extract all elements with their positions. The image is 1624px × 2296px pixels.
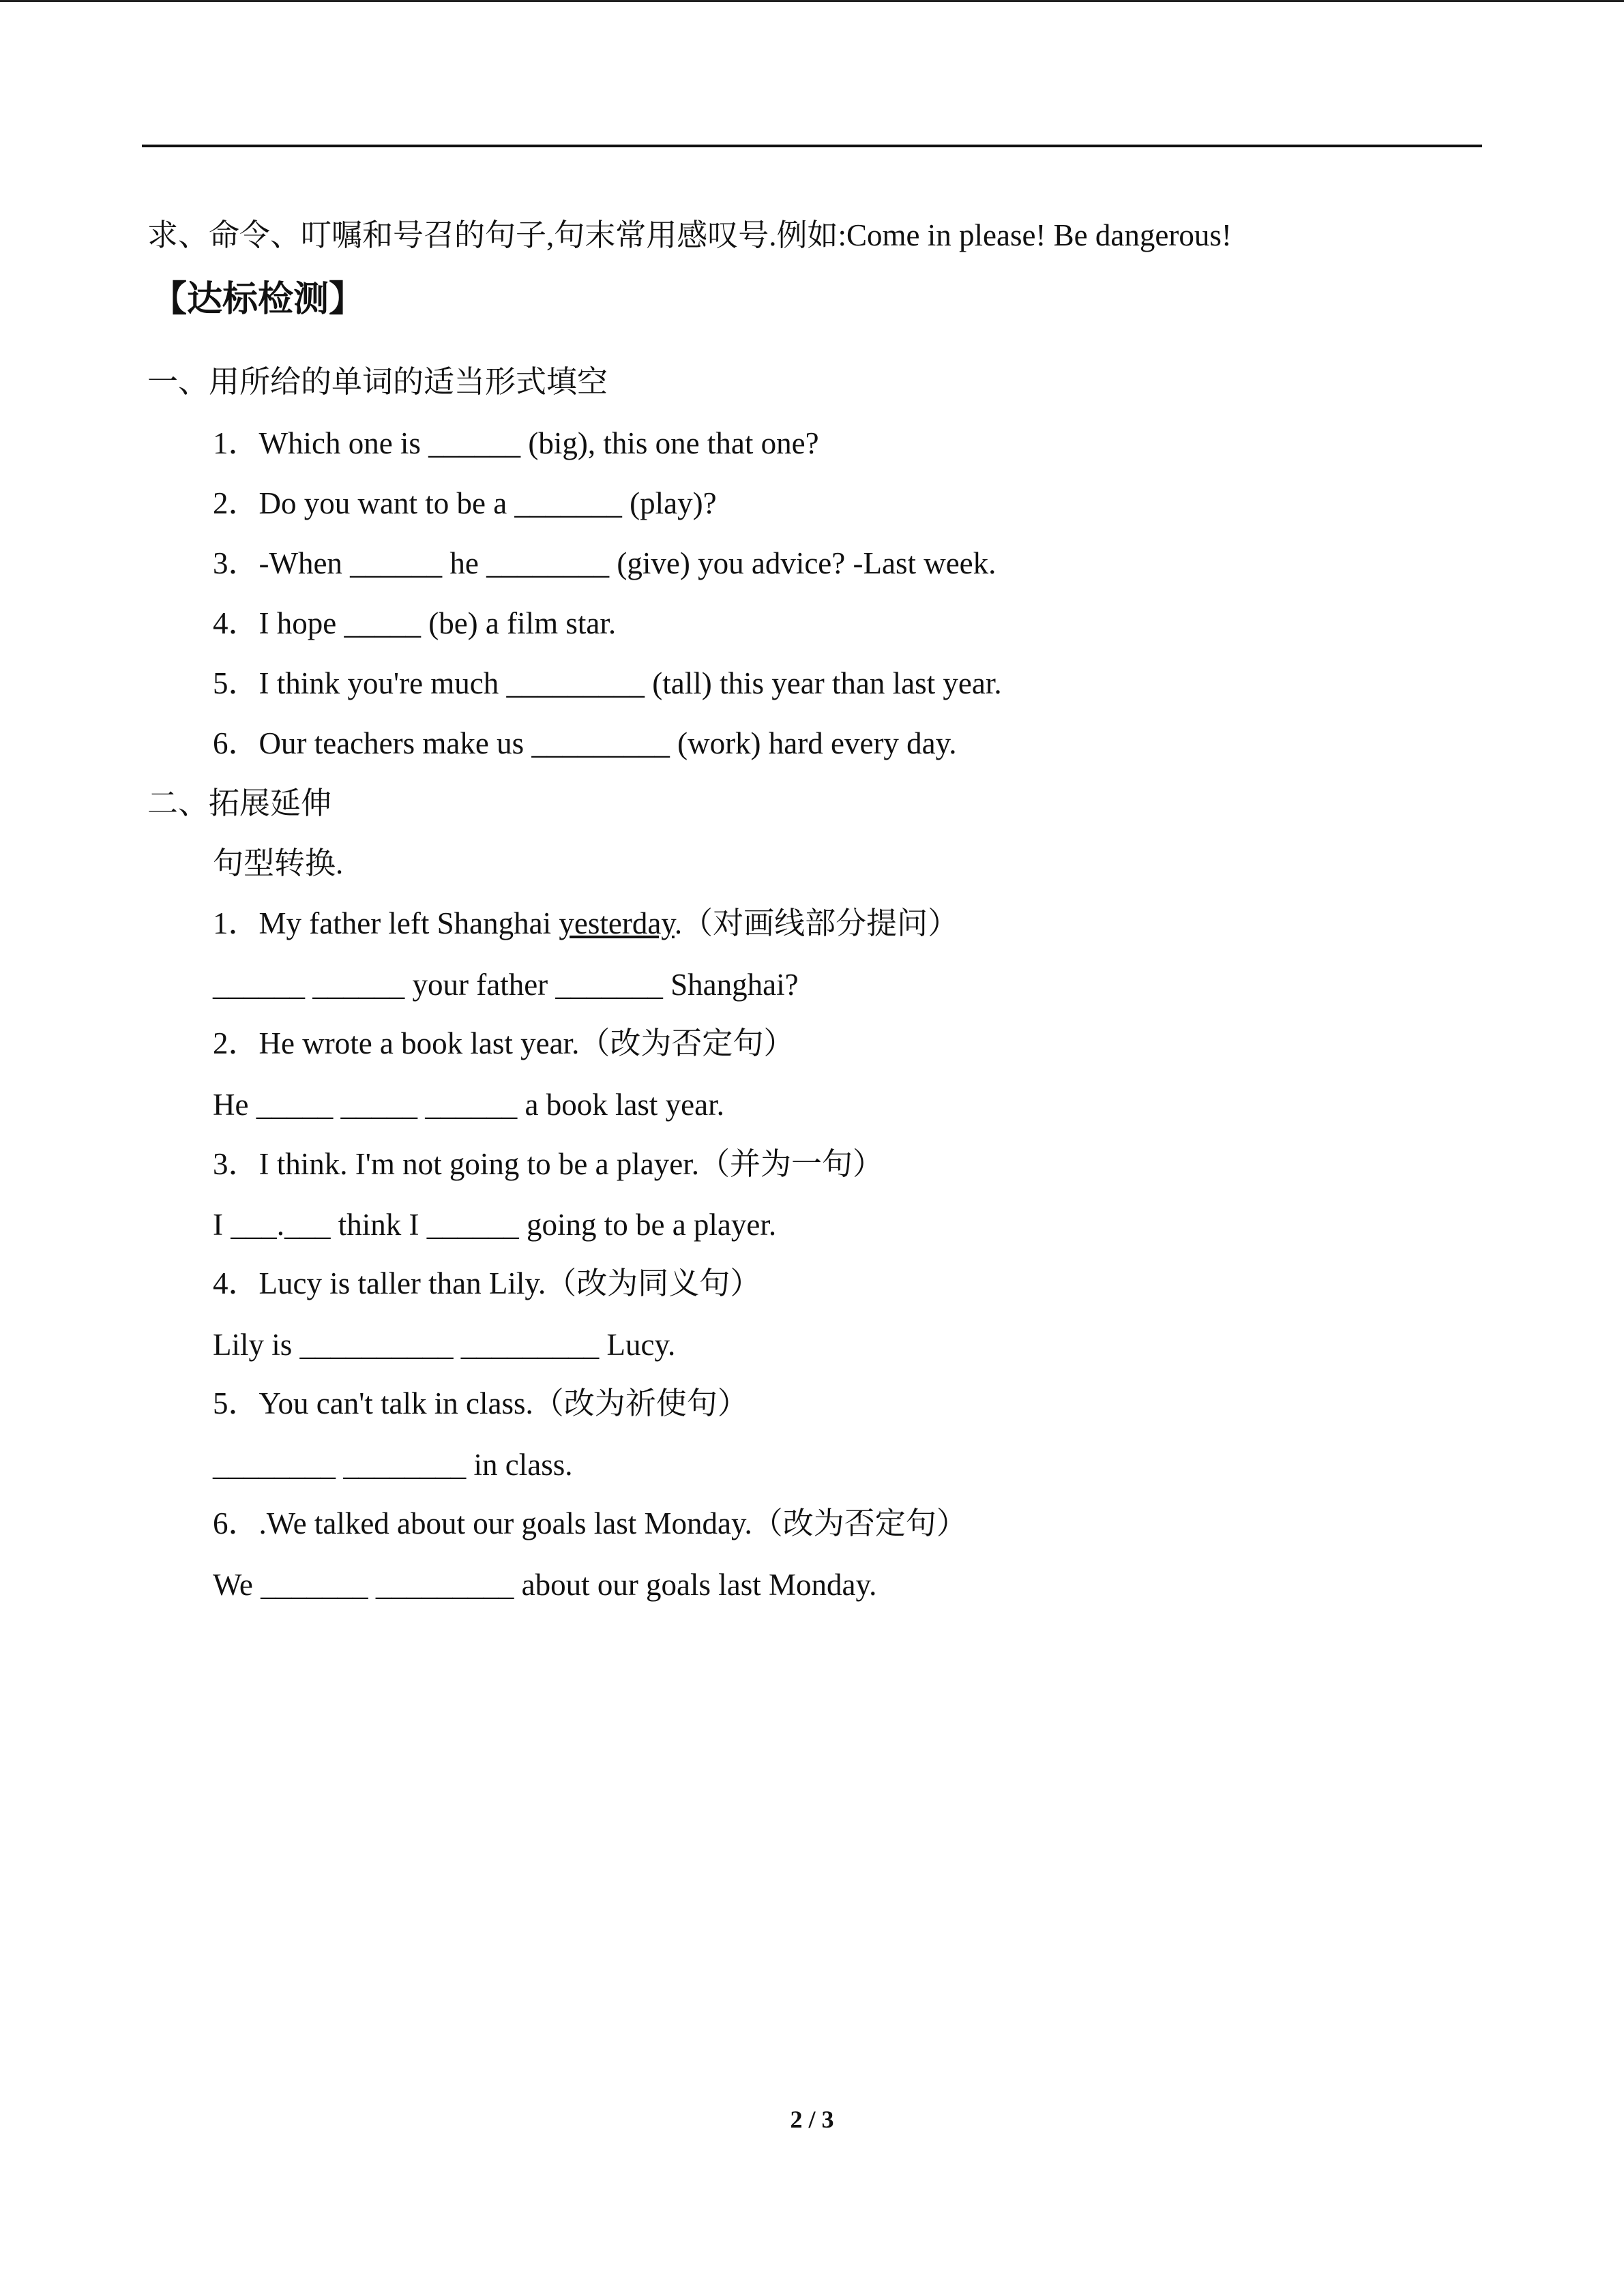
section-title: 【达标检测】 <box>151 280 365 319</box>
header-rule <box>142 145 1482 147</box>
part2-question-2: 2．He wrote a book last year.（改为否定句） <box>213 1026 795 1060</box>
part1-item-6: 6．Our teachers make us _________ (work) hard every day. <box>213 726 957 760</box>
part1-item-3: 3．-When ______ he ________ (give) you advice? -Last week. <box>213 546 996 580</box>
part2-question-5: 5．You can't talk in class.（改为祈使句） <box>213 1386 748 1420</box>
part1-item-1: 1．Which one is ______ (big), this one that one? <box>213 426 819 460</box>
part1-item-5: 5．I think you're much _________ (tall) this year than last year. <box>213 666 1002 700</box>
part2-answer-5: ________ ________ in class. <box>213 1448 573 1482</box>
page-top-border <box>0 0 1624 2</box>
part2-subheading: 句型转换. <box>213 846 344 880</box>
part1-item-2: 2．Do you want to be a _______ (play)? <box>213 486 717 520</box>
part2-answer-4: Lily is __________ _________ Lucy. <box>213 1328 676 1362</box>
part2-question-4: 4．Lucy is taller than Lily.（改为同义句） <box>213 1266 761 1300</box>
intro-text: 求、命令、叮嘱和号召的句子,句末常用感叹号.例如:Come in please! Be dangerous! <box>147 218 1232 252</box>
part2-answer-2: He _____ _____ ______ a book last year. <box>213 1088 724 1122</box>
part2-question-1 <box>213 903 958 944</box>
part2-question-6: 6．.We talked about our goals last Monday.（改为否定句） <box>213 1506 967 1540</box>
part1-heading: 一、用所给的单词的适当形式填空 <box>147 365 608 399</box>
part2-answer-6: We _______ _________ about our goals last Monday. <box>213 1568 877 1602</box>
part2-question-3: 3．I think. I'm not going to be a player.（并为一句） <box>213 1147 883 1181</box>
q1-text-after: .（对画线部分提问） <box>674 906 959 940</box>
q1-text-before: 1．My father left Shanghai <box>213 906 559 940</box>
q1-underlined-word: yesterday <box>559 906 675 940</box>
part2-heading: 二、拓展延伸 <box>147 786 332 820</box>
part2-answer-1: ______ ______ your father _______ Shanghai? <box>213 968 799 1002</box>
page-number: 2 / 3 <box>790 2106 834 2133</box>
part2-answer-3: I ___.___ think I ______ going to be a player. <box>213 1208 777 1242</box>
part1-item-4: 4．I hope _____ (be) a film star. <box>213 606 617 640</box>
